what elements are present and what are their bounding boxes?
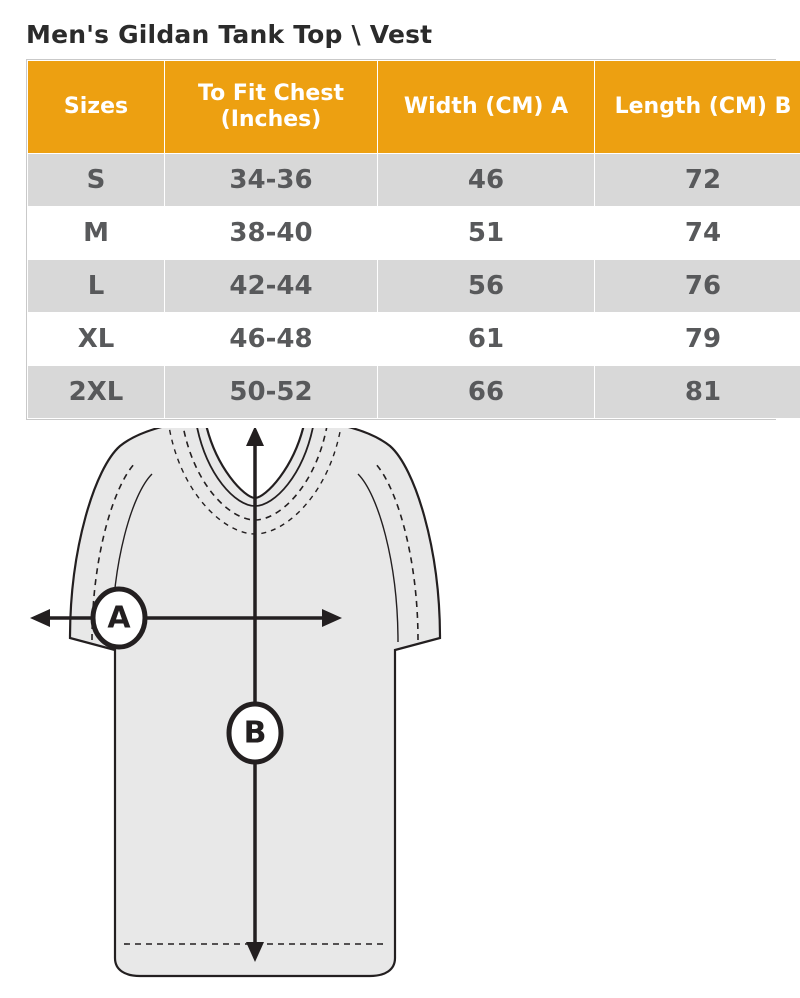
- marker-a-label: A: [107, 601, 131, 636]
- cell-length: 81: [595, 366, 800, 419]
- table-row: [28, 154, 800, 207]
- cell-width: 61: [378, 313, 595, 366]
- table-row: [28, 366, 800, 419]
- marker-b-label: B: [244, 716, 267, 751]
- cell-chest: 46-48: [165, 313, 378, 366]
- cell-width: 66: [378, 366, 595, 419]
- marker-b: [229, 704, 281, 762]
- cell-length: 72: [595, 154, 800, 207]
- cell-chest: 38-40: [165, 207, 378, 260]
- cell-chest: 34-36: [165, 154, 378, 207]
- cell-length: 74: [595, 207, 800, 260]
- cell-size: 2XL: [28, 366, 165, 419]
- cell-width: 51: [378, 207, 595, 260]
- column-header-sizes: Sizes: [28, 61, 165, 154]
- cell-chest: 42-44: [165, 260, 378, 313]
- column-header-width: Width (CM) A: [378, 61, 595, 154]
- size-table-head: [28, 61, 800, 154]
- table-row: [28, 313, 800, 366]
- cell-size: L: [28, 260, 165, 313]
- cell-width: 56: [378, 260, 595, 313]
- size-table: [27, 60, 800, 419]
- cell-length: 79: [595, 313, 800, 366]
- cell-width: 46: [378, 154, 595, 207]
- size-table-wrapper: [26, 59, 776, 420]
- tank-top-measurement-diagram: [0, 428, 800, 998]
- cell-length: 76: [595, 260, 800, 313]
- table-row: [28, 207, 800, 260]
- column-header-length: Length (CM) B: [595, 61, 800, 154]
- page-title: Men's Gildan Tank Top \ Vest: [0, 0, 800, 59]
- marker-a: [93, 589, 145, 647]
- table-header-row: [28, 61, 800, 154]
- cell-size: M: [28, 207, 165, 260]
- width-arrow-left: [30, 609, 50, 627]
- cell-size: XL: [28, 313, 165, 366]
- length-arrow-top: [246, 428, 264, 446]
- column-header-chest: To Fit Chest (Inches): [165, 61, 378, 154]
- table-row: [28, 260, 800, 313]
- size-table-body: [28, 154, 800, 419]
- cell-size: S: [28, 154, 165, 207]
- cell-chest: 50-52: [165, 366, 378, 419]
